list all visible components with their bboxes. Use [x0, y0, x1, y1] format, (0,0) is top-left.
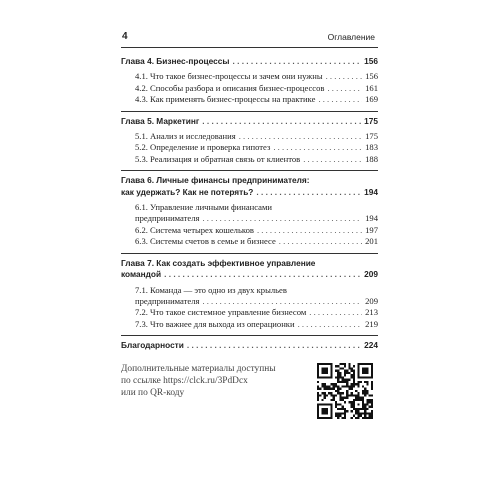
- item-page: 194: [365, 213, 378, 224]
- item-label: 6.3. Системы счетов в семье и бизнесе: [135, 236, 276, 247]
- item-label-line2: предпринимателя: [135, 213, 200, 224]
- item-page: 175: [365, 131, 378, 142]
- page-number: 4: [122, 31, 128, 42]
- toc-item-7-1-line1[interactable]: 7.1. Команда — это одно из двух крыльев: [135, 284, 287, 295]
- dot-leader: [318, 94, 362, 105]
- item-label: 4.2. Способы разбора и описания бизнес-процессов: [135, 82, 325, 93]
- chapter-title-line2: как удержать? Как не потерять?: [121, 186, 254, 197]
- toc-chapter-4-heading[interactable]: [121, 56, 378, 67]
- toc-chapter-6-heading[interactable]: [121, 187, 378, 198]
- chapter-title: Благодарности: [121, 340, 184, 351]
- table-of-contents: [121, 52, 378, 357]
- item-page: 197: [365, 224, 378, 235]
- item-label: 4.3. Как применять бизнес-процессы на практике: [135, 94, 316, 105]
- dot-leader: [164, 269, 361, 280]
- item-page: 161: [365, 82, 378, 93]
- dot-leader: [187, 340, 361, 351]
- dot-leader: [303, 154, 362, 165]
- item-page: 209: [365, 295, 378, 306]
- toc-chapter-6: [121, 171, 378, 253]
- toc-acknowledgements: [121, 336, 378, 356]
- dot-leader: [257, 225, 362, 236]
- toc-item-6-3[interactable]: [121, 236, 378, 247]
- extra-line-1: Дополнительные материалы доступны: [121, 364, 276, 374]
- toc-item-6-2[interactable]: [121, 225, 378, 236]
- toc-item-4-1[interactable]: [121, 71, 378, 82]
- item-label: 7.3. Что важнее для выхода из операционки: [135, 318, 295, 329]
- toc-item-4-3[interactable]: [121, 94, 378, 105]
- item-label: 5.2. Определение и проверка гипотез: [135, 142, 271, 153]
- dot-leader: [202, 296, 362, 307]
- item-label: 5.1. Анализ и исследования: [135, 131, 236, 142]
- extra-materials-note: [121, 363, 296, 400]
- dot-leader: [202, 116, 361, 127]
- dot-leader: [326, 71, 363, 82]
- toc-item-7-2[interactable]: [121, 307, 378, 318]
- toc-acknowledgements-heading[interactable]: [121, 340, 378, 351]
- item-label: 7.2. Что такое системное управление бизнесом: [135, 307, 307, 318]
- dot-leader: [256, 187, 361, 198]
- item-page: 188: [365, 153, 378, 164]
- dot-leader: [279, 236, 362, 247]
- dot-leader: [202, 213, 362, 224]
- toc-item-6-1-line1[interactable]: 6.1. Управление личными финансами: [135, 202, 273, 213]
- dot-leader: [298, 319, 363, 330]
- item-page: 213: [365, 307, 378, 318]
- toc-item-7-3[interactable]: [121, 319, 378, 330]
- item-label: 6.2. Система четырех кошельков: [135, 224, 254, 235]
- item-label: 4.1. Что такое бизнес-процессы и зачем они нужны: [135, 71, 323, 82]
- toc-item-5-1[interactable]: [121, 131, 378, 142]
- dot-leader: [327, 83, 362, 94]
- item-label: 5.3. Реализация и обратная связь от клиентов: [135, 153, 301, 164]
- dot-leader: [273, 142, 362, 153]
- extra-line-3: или по QR-коду: [121, 388, 185, 399]
- chapter-page: 224: [364, 340, 378, 351]
- chapter-title-line2: командой: [121, 269, 162, 280]
- item-page: 156: [365, 71, 378, 82]
- dot-leader: [309, 307, 362, 318]
- toc-chapter-7-heading[interactable]: [121, 269, 378, 280]
- extra-line-2[interactable]: по ссылке https://clck.ru/3PdDcx: [121, 376, 248, 387]
- item-page: 169: [365, 94, 378, 105]
- dot-leader: [232, 56, 361, 67]
- item-page: 183: [365, 142, 378, 153]
- toc-item-7-1[interactable]: [121, 296, 378, 307]
- toc-chapter-5: [121, 112, 378, 172]
- toc-item-5-2[interactable]: [121, 142, 378, 153]
- toc-item-6-1[interactable]: [121, 213, 378, 224]
- dot-leader: [239, 131, 362, 142]
- header-rule: [121, 47, 378, 48]
- toc-chapter-5-heading[interactable]: [121, 116, 378, 127]
- toc-chapter-6-heading-line1[interactable]: Глава 6. Личные финансы предпринимателя:: [121, 175, 310, 186]
- toc-chapter-4: [121, 52, 378, 112]
- toc-chapter-7: [121, 254, 378, 336]
- chapter-page: 194: [364, 186, 378, 197]
- toc-chapter-7-heading-line1[interactable]: Глава 7. Как создать эффективное управление: [121, 257, 316, 268]
- chapter-title: Глава 5. Маркетинг: [121, 115, 200, 126]
- item-page: 219: [365, 318, 378, 329]
- chapter-page: 156: [364, 56, 378, 66]
- chapter-page: 175: [364, 115, 378, 126]
- toc-item-4-2[interactable]: [121, 83, 378, 94]
- chapter-title: Глава 4. Бизнес-процессы: [121, 56, 230, 66]
- running-title: Оглавление: [327, 32, 375, 42]
- item-page: 201: [365, 236, 378, 247]
- item-label-line2: предпринимателя: [135, 295, 200, 306]
- chapter-page: 209: [364, 269, 378, 280]
- toc-item-5-3[interactable]: [121, 154, 378, 165]
- qr-code-icon[interactable]: [317, 363, 373, 419]
